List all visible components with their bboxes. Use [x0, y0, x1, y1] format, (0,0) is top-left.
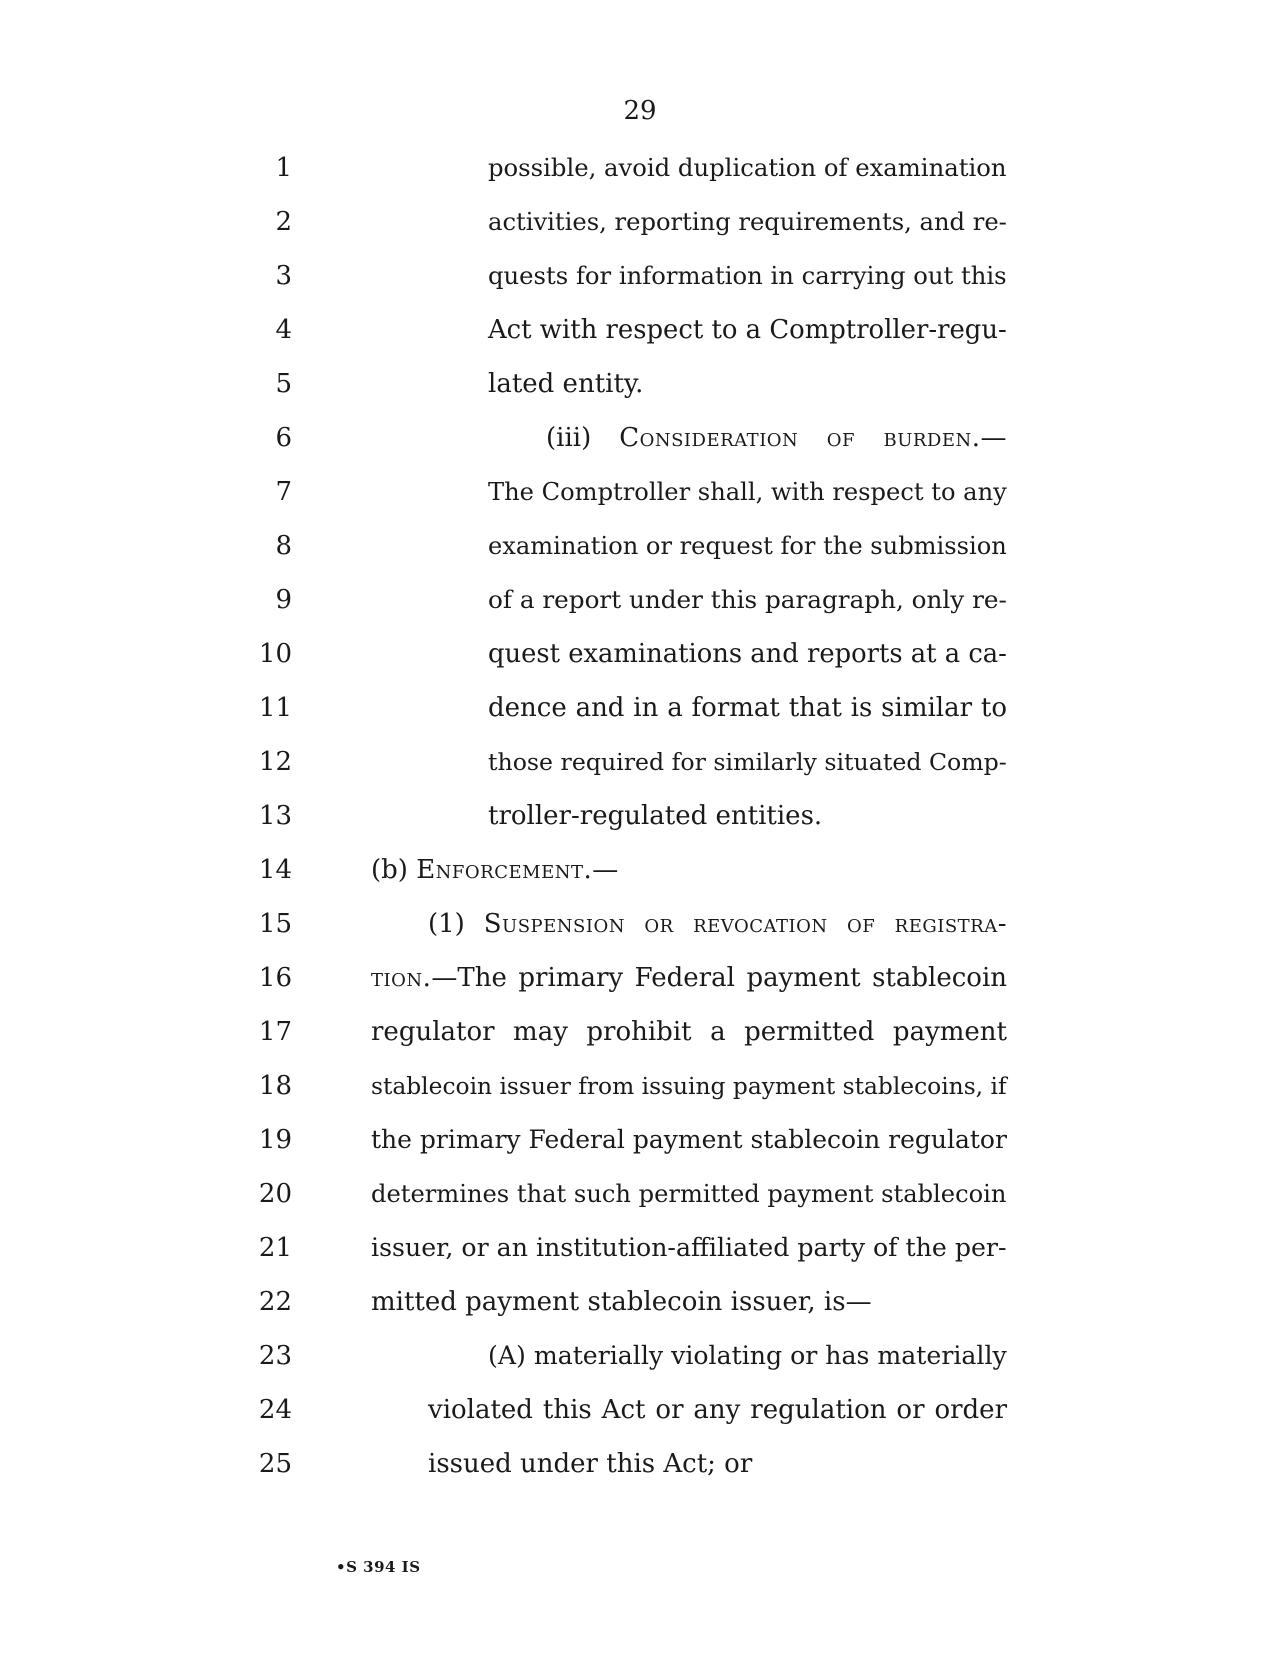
line-text: regulator may prohibit a permitted payment	[371, 1017, 1007, 1047]
document-line	[0, 364, 1280, 404]
line-number: 8	[275, 531, 292, 561]
line-text: dence and in a format that is similar to	[488, 693, 1007, 723]
line-text: possible, avoid duplication of examination	[488, 153, 1007, 182]
page-number: 29	[623, 96, 657, 126]
section-heading: Consideration of burden.—	[619, 423, 1008, 453]
line-number: 21	[258, 1233, 292, 1263]
line-text: examination or request for the submission	[488, 532, 1007, 560]
document-line	[0, 958, 1280, 998]
line-text: activities, reporting requirements, and re-	[488, 208, 1007, 236]
document-line	[0, 904, 1280, 944]
line-text	[428, 904, 1007, 944]
line-number: 5	[275, 369, 292, 399]
clause-label: (b)	[371, 855, 417, 885]
line-text: those required for similarly situated Comp-	[488, 748, 1007, 776]
line-number: 6	[275, 423, 292, 453]
line-text: of a report under this paragraph, only re-	[488, 585, 1007, 614]
document-line	[0, 688, 1280, 728]
document-line	[0, 256, 1280, 296]
line-text: issued under this Act; or	[428, 1449, 753, 1479]
line-number: 19	[258, 1125, 292, 1155]
line-text	[546, 418, 1007, 458]
line-number: 1	[275, 153, 292, 183]
document-line	[0, 1066, 1280, 1106]
line-text: (A) materially violating or has materially	[488, 1341, 1007, 1370]
line-number: 11	[258, 693, 292, 723]
line-text: The Comptroller shall, with respect to any	[488, 478, 1007, 506]
line-text: issuer, or an institution-affiliated party of the per-	[371, 1233, 1007, 1262]
line-text: violated this Act or any regulation or order	[428, 1395, 1007, 1425]
line-number: 2	[275, 207, 292, 237]
line-number: 24	[258, 1395, 292, 1425]
document-line	[0, 1012, 1280, 1052]
line-text: quest examinations and reports at a ca-	[488, 639, 1007, 669]
line-number: 13	[258, 801, 292, 831]
document-line	[0, 472, 1280, 512]
document-line	[0, 310, 1280, 350]
line-number: 16	[258, 963, 292, 993]
line-number: 20	[258, 1179, 292, 1209]
document-line	[0, 202, 1280, 242]
document-line	[0, 1120, 1280, 1160]
document-line	[0, 1282, 1280, 1322]
document-line	[0, 148, 1280, 188]
line-number: 23	[258, 1341, 292, 1371]
line-text: Act with respect to a Comptroller-regu-	[488, 315, 1007, 345]
document-line	[0, 526, 1280, 566]
document-line	[0, 1444, 1280, 1484]
document-line	[0, 742, 1280, 782]
line-text: lated entity.	[488, 369, 644, 399]
line-text: troller-regulated entities.	[488, 801, 823, 831]
section-heading: tion.	[371, 963, 432, 993]
line-text: determines that such permitted payment stablecoin	[371, 1180, 1007, 1208]
line-body: —The primary Federal payment stablecoin	[431, 963, 1007, 993]
line-number: 15	[258, 909, 292, 939]
line-text: the primary Federal payment stablecoin regulator	[371, 1125, 1007, 1154]
line-number: 18	[258, 1071, 292, 1101]
line-number: 22	[258, 1287, 292, 1317]
document-line	[0, 796, 1280, 836]
bill-identifier-footer: •S 394 IS	[336, 1558, 421, 1576]
document-line	[0, 850, 1280, 890]
clause-label: (1)	[428, 909, 484, 939]
line-number: 7	[275, 477, 292, 507]
line-text	[371, 958, 1007, 998]
document-line	[0, 1174, 1280, 1214]
document-line	[0, 580, 1280, 620]
document-line	[0, 634, 1280, 674]
line-number: 25	[258, 1449, 292, 1479]
document-line	[0, 418, 1280, 458]
line-number: 10	[258, 639, 292, 669]
line-number: 9	[275, 585, 292, 615]
document-line	[0, 1228, 1280, 1268]
line-text	[371, 850, 619, 890]
section-heading: Enforcement.—	[416, 855, 619, 885]
line-number: 14	[258, 855, 292, 885]
clause-label: (iii)	[546, 423, 620, 453]
line-number: 17	[258, 1017, 292, 1047]
document-line	[0, 1390, 1280, 1430]
section-heading: Suspension or revocation of registra-	[483, 909, 1007, 939]
line-text: mitted payment stablecoin issuer, is—	[371, 1287, 872, 1317]
line-text: quests for information in carrying out this	[488, 261, 1007, 290]
line-number: 4	[275, 315, 292, 345]
line-number: 3	[275, 261, 292, 291]
document-line	[0, 1336, 1280, 1376]
line-number: 12	[258, 747, 292, 777]
line-text: stablecoin issuer from issuing payment stablecoins, if	[371, 1072, 1007, 1100]
